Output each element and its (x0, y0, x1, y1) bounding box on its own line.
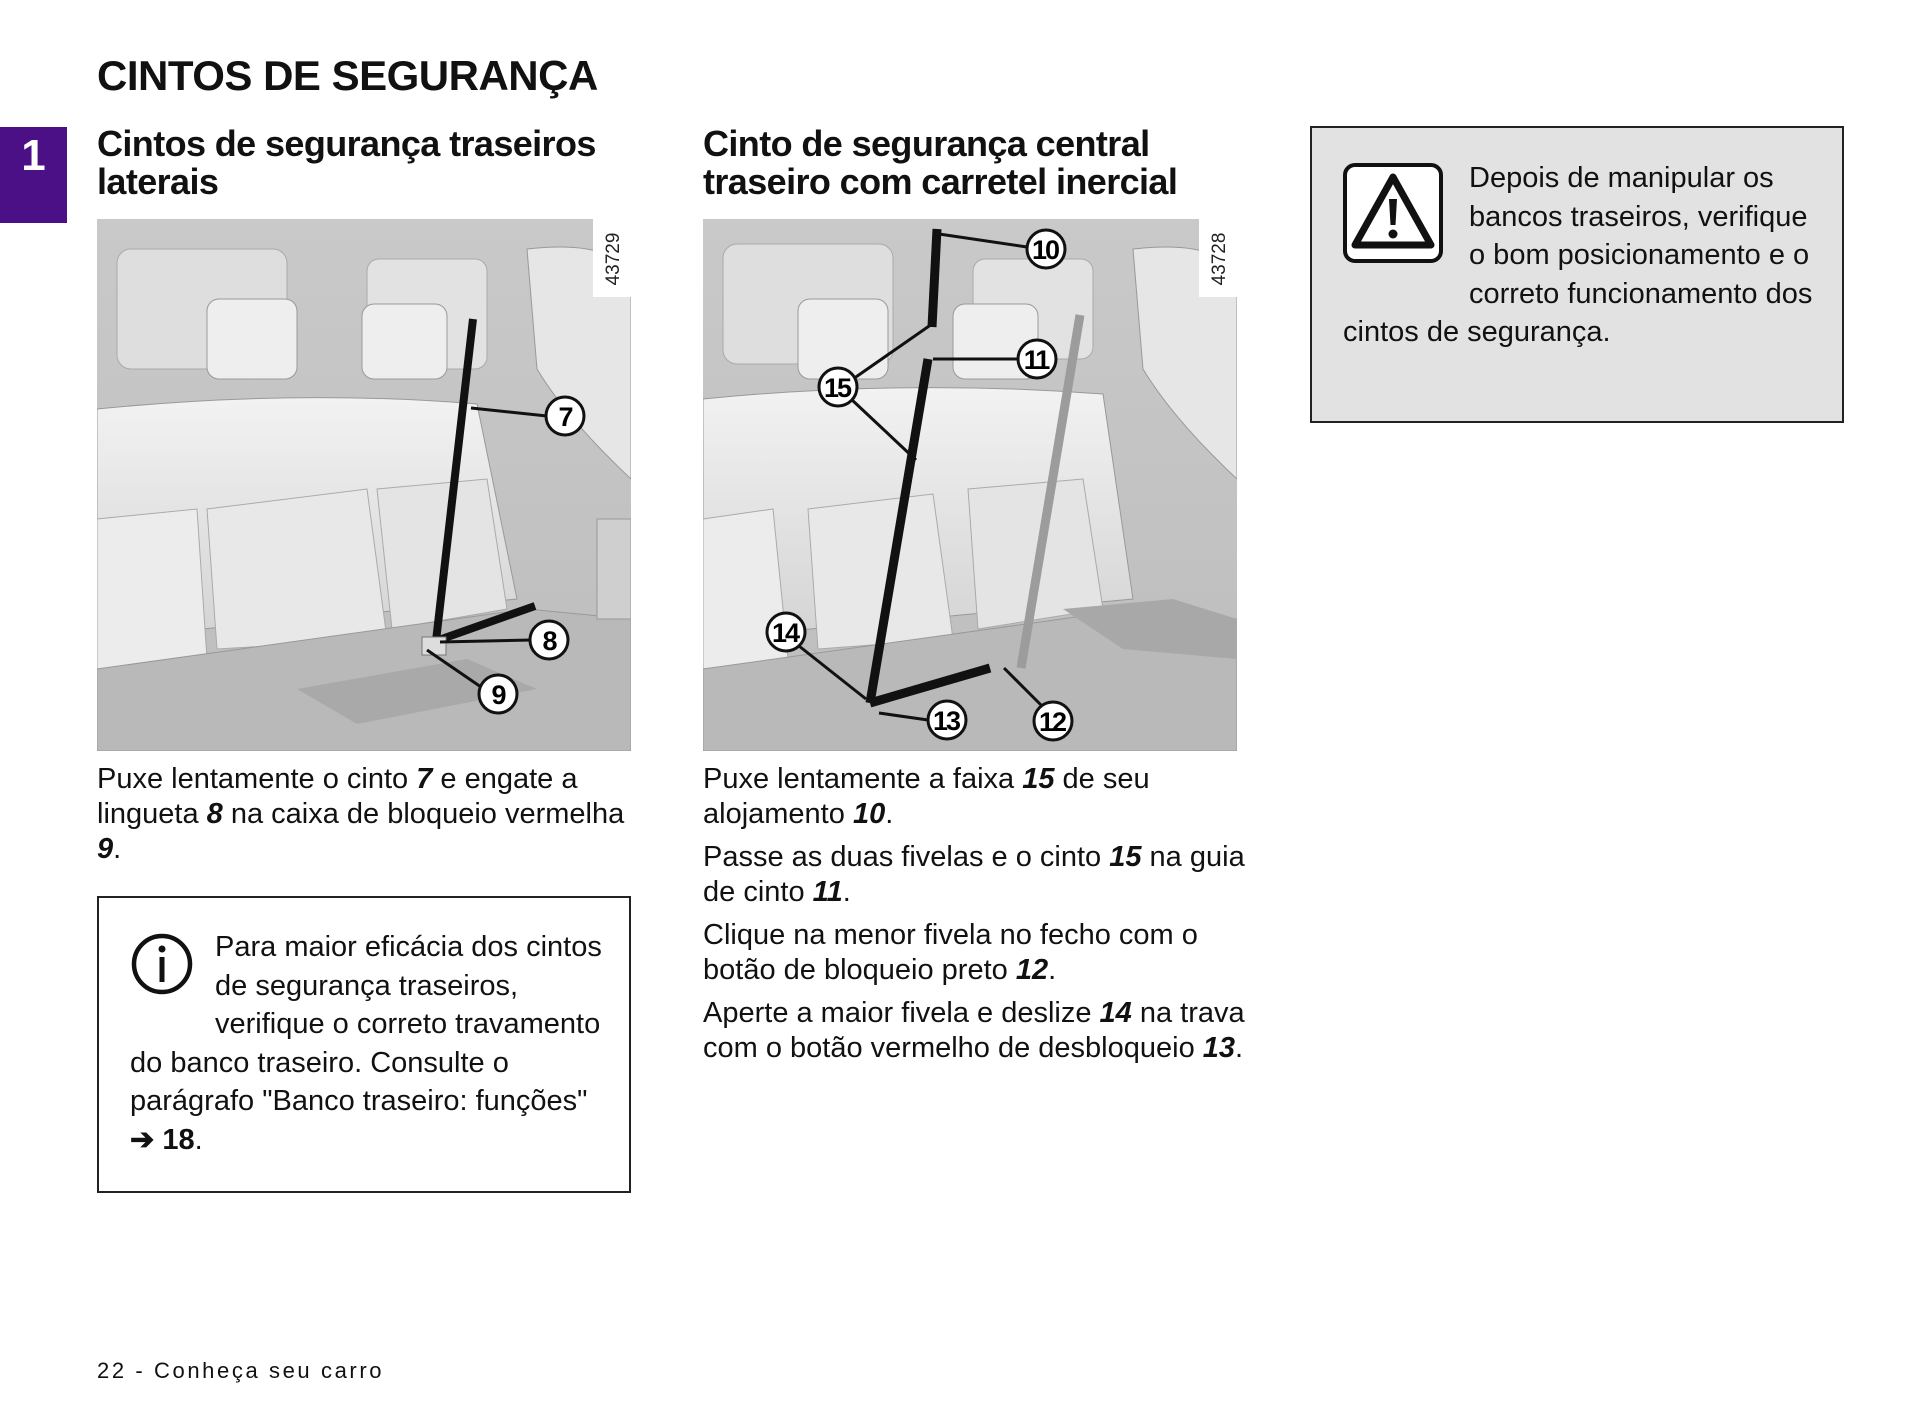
paragraph (703, 918, 1248, 988)
ref-number: 8 (206, 798, 223, 830)
ref-number: 14 (1099, 997, 1132, 1029)
svg-text:10: 10 (1031, 235, 1059, 265)
callout-15 (819, 368, 857, 406)
image-id: 43728 (1209, 232, 1230, 286)
ref-number: 7 (416, 763, 433, 795)
paragraph (97, 762, 632, 867)
figure-lateral-belt (97, 219, 631, 751)
ref-number: 10 (852, 798, 886, 830)
text: de seu alojamento (703, 763, 1150, 830)
ref-number: 15 (1022, 763, 1055, 795)
svg-text:11: 11 (1023, 345, 1049, 375)
image-id: 43729 (603, 232, 624, 286)
text: na guia de cinto (703, 841, 1245, 908)
info-text: Para maior eficácia dos cintos de segurança traseiros, verifique o correto travamento do banco traseiro. Consulte o parágrafo "Banco traseiro: funções" (130, 931, 602, 1117)
lateral-belt-instructions (97, 762, 632, 875)
heading-line: Cinto de segurança central (703, 123, 1150, 164)
svg-text:8: 8 (542, 626, 556, 656)
ref-number: 13 (1202, 1032, 1236, 1064)
chapter-tab: 1 (0, 127, 67, 223)
callout-9 (479, 675, 517, 713)
heading-line: Cintos de segurança traseiros (97, 123, 596, 164)
text: e engate a lingueta (97, 763, 578, 830)
svg-text:7: 7 (558, 402, 572, 432)
buckle (422, 637, 446, 655)
text: . (1048, 954, 1057, 986)
central-belt-upper (932, 229, 937, 327)
text: . (1235, 1032, 1244, 1064)
text: . (885, 798, 894, 830)
ref-number: 11 (812, 876, 843, 908)
warning-box (1310, 126, 1844, 423)
text: . (113, 833, 122, 865)
page-title: CINTOS DE SEGURANÇA (97, 52, 598, 99)
text: . (842, 876, 851, 908)
callout-14 (767, 613, 805, 651)
paragraph (703, 762, 1248, 832)
callout-11 (1018, 340, 1056, 378)
figure-central-belt (703, 219, 1237, 751)
svg-text:14: 14 (771, 618, 799, 648)
info-icon (130, 928, 215, 1038)
page-reference-link[interactable]: 18 (162, 1123, 195, 1156)
svg-text:15: 15 (823, 373, 851, 403)
ref-number: 15 (1109, 841, 1142, 873)
section-heading-lateral-belts (97, 125, 657, 201)
ref-number: 12 (1015, 954, 1049, 986)
svg-text:13: 13 (932, 706, 960, 736)
text: na caixa de bloqueio vermelha (222, 798, 625, 830)
text: Clique na menor fivela no fecho com o botão de bloqueio preto (703, 919, 1198, 986)
text: Passe as duas fivelas e o cinto (703, 841, 1110, 873)
callout-10 (1027, 230, 1065, 268)
warning-triangle-icon (1343, 159, 1469, 279)
callout-7 (546, 397, 584, 435)
text: Aperte a maior fivela e deslize (703, 997, 1100, 1029)
callout-12 (1034, 702, 1072, 740)
paragraph (703, 996, 1248, 1066)
text: . (194, 1123, 203, 1156)
heading-line: laterais (97, 161, 219, 202)
info-box (97, 896, 631, 1193)
arrow-icon: ➔ (130, 1123, 155, 1156)
text: na trava com o botão vermelho de desbloqueio (703, 997, 1245, 1064)
callout-13 (928, 701, 966, 739)
heading-line: traseiro com carretel inercial (703, 161, 1178, 202)
svg-text:9: 9 (491, 680, 505, 710)
warning-text: Depois de manipular os bancos traseiros, verifique o bom posicionamento e o correto funcionamento dos cintos de segurança. (1343, 162, 1813, 348)
text: Puxe lentamente o cinto (97, 763, 417, 795)
section-heading-central-belt (703, 125, 1263, 201)
callout-8 (530, 621, 568, 659)
central-belt-instructions (703, 762, 1248, 1074)
svg-text:12: 12 (1038, 707, 1066, 737)
text: Puxe lentamente a faixa (703, 763, 1023, 795)
paragraph (703, 840, 1248, 910)
page-footer: 22 - Conheça seu carro (97, 1358, 385, 1383)
ref-number: 9 (97, 833, 114, 865)
